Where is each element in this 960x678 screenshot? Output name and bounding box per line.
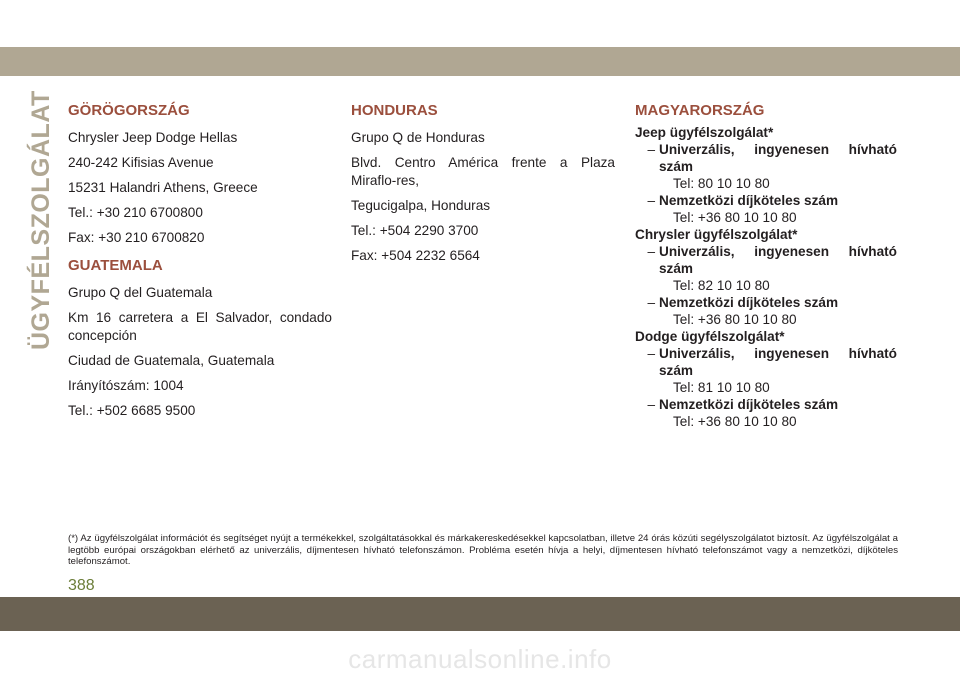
item-label: Nemzetközi díjköteles szám [659, 295, 839, 310]
guatemala-line: Ciudad de Guatemala, Guatemala [68, 353, 275, 368]
item-label: Nemzetközi díjköteles szám [659, 397, 839, 412]
brand-title-dodge: Dodge ügyfélszolgálat* [635, 329, 785, 344]
watermark[interactable]: carmanualsonline.info [348, 644, 612, 674]
list-item [635, 294, 897, 311]
list-item [635, 141, 897, 175]
item-label: Univerzális, ingyenesen hívható szám [659, 142, 897, 174]
greece-line: Chrysler Jeep Dodge Hellas [68, 130, 238, 145]
bottom-band [0, 597, 960, 631]
dash-bullet: – [647, 193, 655, 208]
item-label: Nemzetközi díjköteles szám [659, 193, 839, 208]
guatemala-line: Km 16 carretera a El Salvador, condado concepción [68, 310, 332, 343]
brand-title-chrysler: Chrysler ügyfélszolgálat* [635, 227, 798, 242]
heading-guatemala: GUATEMALA [68, 257, 163, 274]
list-item [635, 243, 897, 277]
dash-bullet: – [647, 244, 655, 259]
guatemala-line: Tel.: +502 6685 9500 [68, 403, 196, 418]
dash-bullet: – [647, 397, 655, 412]
greece-line: 15231 Halandri Athens, Greece [68, 180, 258, 195]
honduras-line: Grupo Q de Honduras [351, 130, 485, 145]
tel-number: Tel: +36 80 10 10 80 [673, 414, 797, 429]
honduras-line: Tel.: +504 2290 3700 [351, 223, 479, 238]
page-number: 388 [68, 577, 95, 594]
dash-bullet: – [647, 142, 655, 157]
heading-greece: GÖRÖGORSZÁG [68, 102, 190, 119]
honduras-line: Fax: +504 2232 6564 [351, 248, 480, 263]
list-item [635, 345, 897, 379]
column-middle [351, 102, 615, 272]
side-title: ÜGYFÉLSZOLGÁLAT [27, 90, 55, 350]
list-item [635, 192, 897, 209]
dash-bullet: – [647, 295, 655, 310]
heading-hungary: MAGYARORSZÁG [635, 102, 765, 119]
item-label: Univerzális, ingyenesen hívható szám [659, 244, 897, 276]
honduras-line: Tegucigalpa, Honduras [351, 198, 491, 213]
column-left [68, 102, 332, 427]
list-item [635, 396, 897, 413]
heading-honduras: HONDURAS [351, 102, 438, 119]
tel-number: Tel: 82 10 10 80 [673, 278, 770, 293]
item-label: Univerzális, ingyenesen hívható szám [659, 346, 897, 378]
brand-title-jeep: Jeep ügyfélszolgálat* [635, 125, 774, 140]
greece-line: Tel.: +30 210 6700800 [68, 205, 203, 220]
dash-bullet: – [647, 346, 655, 361]
honduras-line: Blvd. Centro América frente a Plaza Miraflo-res, [351, 155, 615, 188]
footnote: (*) Az ügyfélszolgálat információt és segítséget nyújt a termékekkel, szolgáltatásokkal és márkakereskedésekkel kapcsolatban, illetve 24 órás közúti segélyszolgálatot biztosít. Az ügyfélszolgálat a legtöbb európai országokban elérhető az univerzális, díjmentesen hívható telefonszámon. Probléma esetén hívja a helyi, díjmentesen hívható telefonszámot vagy a nemzetközi, díjköteles telefonszámot. [68, 533, 898, 567]
top-band [0, 47, 960, 76]
guatemala-line: Irányítószám: 1004 [68, 378, 184, 393]
tel-number: Tel: 81 10 10 80 [673, 380, 770, 395]
greece-line: 240-242 Kifisias Avenue [68, 155, 214, 170]
greece-line: Fax: +30 210 6700820 [68, 230, 205, 245]
guatemala-line: Grupo Q del Guatemala [68, 285, 213, 300]
column-right [635, 102, 897, 430]
tel-number: Tel: +36 80 10 10 80 [673, 312, 797, 327]
tel-number: Tel: +36 80 10 10 80 [673, 210, 797, 225]
tel-number: Tel: 80 10 10 80 [673, 176, 770, 191]
